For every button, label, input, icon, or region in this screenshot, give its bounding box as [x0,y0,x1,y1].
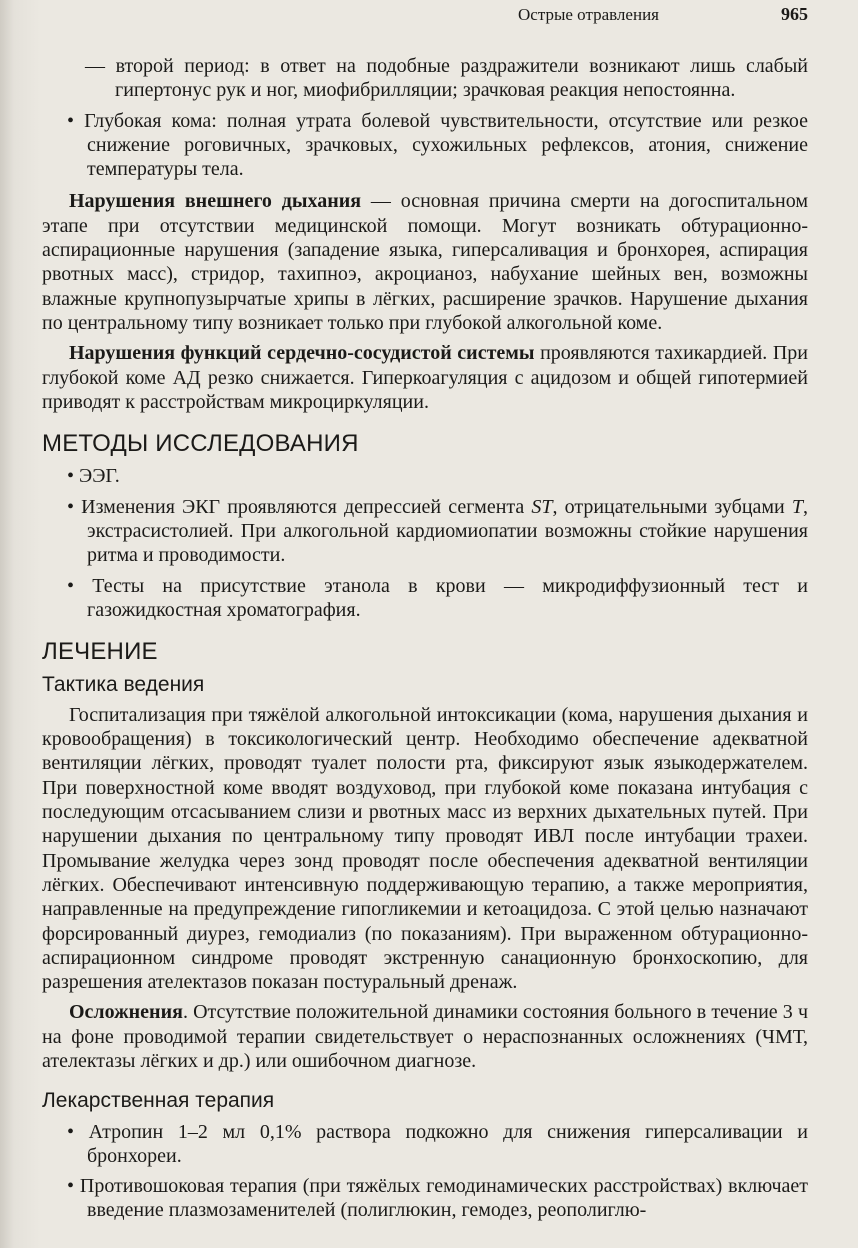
deep-coma-item: • Глубокая кома: полная утрата болевой чувствительности, отсутствие или резкое снижение роговичных, зрачковых, сухожильных рефлексов, атония, снижение температуры тела. [42,109,808,182]
complications-text: . Отсутствие положительной динамики состояния больного в течение 3 ч на фоне проводимой терапии свидетельствует о нераспознанных осложнениях (ЧМТ, ателектазы лёгких и др.) или ошибочном диагнозе. [42,1001,808,1072]
drug-therapy-heading: Лекарственная терапия [42,1089,275,1113]
cardio-term: Нарушения функций сердечно-сосудистой системы [69,342,535,365]
eeg-item: • ЭЭГ. [42,464,808,488]
atropine-item: • Атропин 1–2 мл 0,1% раствора подкожно для снижения гиперсаливации и бронхореи. [42,1120,808,1169]
breathing-text: — основная причина смерти на догоспитальном этапе при отсутствии медицинской помощи. Могут возникать обтурационно-аспирационные нарушения (западение языка, гиперсаливация и бронхорея, аспирация рвотных масс), стридор, тахипноэ, акроцианоз, набухание шейных вен, возможны влажные крупнопузырчатые хрипы в лёгких, расширение зрачков. Нарушение дыхания по центральному типу возникает только при глубокой алкогольной коме. [42,190,809,334]
page-body [42,54,808,1229]
antishock-item: • Противошоковая терапия (при тяжёлых гемодинамических расстройствах) включает введение плазмозаменителей (полиглюкин, гемодез, реополиглю- [42,1174,808,1223]
ecg-text-2: , отрицательными зубцами [552,495,792,518]
tactics-paragraph: Госпитализация при тяжёлой алкогольной интоксикации (кома, нарушения дыхания и кровообращения) в токсикологический центр. Необходимо обеспечение адекватной вентиляции лёгких, проводят туалет полости рта, фиксируют язык языкодержателем. При поверхностной коме вводят воздуховод, при глубокой коме показана интубация с последующим отсасыванием слизи и рвотных масс из верхних дыхательных путей. При нарушении дыхания по центральному типу проводят ИВЛ после интубации трахеи. Промывание желудка через зонд проводят после обеспечения адекватной вентиляции лёгких. Обеспечивают интенсивную поддерживающую терапию, а также мероприятия, направленные на предупреждение гипогликемии и кетоацидоза. С этой целью назначают форсированный диурез, гемодиализ (по показаниям). При выраженном обтурационно-аспирационном синдроме проводят экстренную санационную бронхоскопию, для разрешения ателектазов показан постуральный дренаж. [42,703,808,994]
tactics-heading: Тактика ведения [42,672,205,696]
page-number: 965 [781,4,808,24]
treatment-heading: ЛЕЧЕНИЕ [42,638,158,666]
ecg-item [42,495,808,568]
st-segment: ST [531,495,553,518]
breathing-paragraph [42,189,808,335]
methods-heading: МЕТОДЫ ИССЛЕДОВАНИЯ [42,430,359,458]
ecg-text-1: Изменения ЭКГ проявляются депрессией сегмента [81,495,532,518]
second-period-item: — второй период: в ответ на подобные раздражители возникают лишь слабый гипертонус рук и ног, миофибрилляции; зрачковая реакция непостоянна. [85,55,808,102]
t-wave: T [791,495,803,518]
running-header [518,4,808,25]
cardio-text: проявляются тахикардией. При глубокой коме АД резко снижается. Гиперкоагуляция с ацидозом и общей гипотермией приводят к расстройствам микроциркуляции. [42,342,808,413]
ethanol-tests-item: • Тесты на присутствие этанола в крови — микродиффузионный тест и газожидкостная хроматография. [42,574,808,623]
cardio-paragraph [42,341,808,414]
chapter-title: Острые отравления [518,5,659,24]
complications-paragraph [42,1000,808,1073]
complications-term: Осложнения [69,1001,183,1024]
ecg-text-3: , экстрасистолией. При алкогольной кардиомиопатии возможны стойкие нарушения ритма и проводимости. [87,495,808,567]
breathing-term: Нарушения внешнего дыхания [69,190,362,213]
